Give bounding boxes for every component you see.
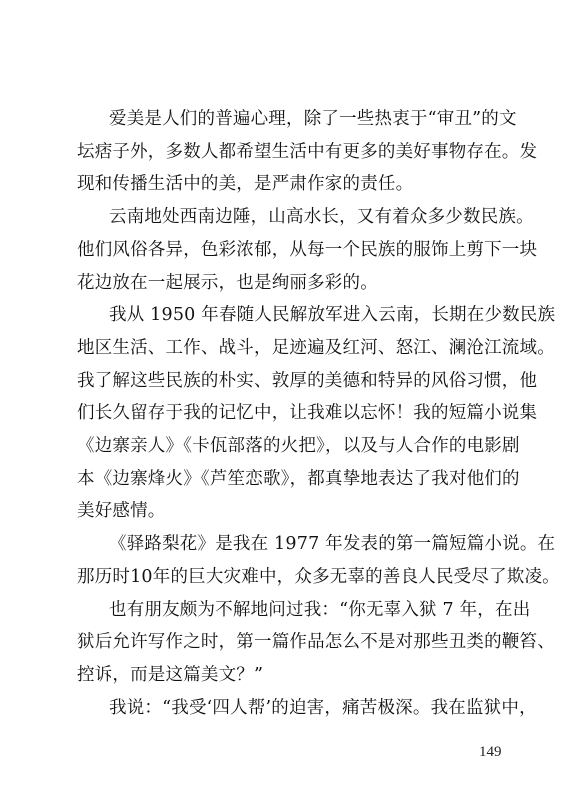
text-line: 地区生活、工作、战斗，足迹遍及红河、怒江、澜沧江流域。 bbox=[77, 338, 555, 358]
text-line: 那历时10年的巨大灾难中，众多无辜的善良人民受尽了欺凌。 bbox=[77, 567, 560, 587]
text-line: 美好感情。 bbox=[77, 501, 166, 521]
text-line: 控诉，而是这篇美文？” bbox=[77, 665, 264, 685]
text-line: 也有朋友颇为不解地问过我：“你无辜入狱 7 年，在出 bbox=[109, 600, 531, 620]
text-line: 坛痞子外，多数人都希望生活中有更多的美好事物存在。发 bbox=[77, 142, 538, 162]
text-line: 本《边寨烽火》《芦笙恋歌》，都真挚地表达了我对他们的 bbox=[77, 469, 520, 489]
text-line: 我从 1950 年春随人民解放军进入云南，长期在少数民族 bbox=[109, 305, 556, 325]
text-line: 现和传播生活中的美，是严肃作家的责任。 bbox=[77, 174, 414, 194]
text-line: 花边放在一起展示，也是绚丽多彩的。 bbox=[77, 273, 378, 293]
text-line: 爱美是人们的普遍心理，除了一些热衷于“审丑”的文 bbox=[109, 109, 517, 129]
text-line: 他们风俗各异，色彩浓郁，从每一个民族的服饰上剪下一块 bbox=[77, 240, 538, 260]
text-line: 我说：“我受‘四人帮’的迫害，痛苦极深。我在监狱中， bbox=[109, 698, 537, 718]
page-number: 149 bbox=[479, 744, 502, 760]
text-line: 云南地处西南边陲，山高水长，又有着众多少数民族。 bbox=[109, 207, 534, 227]
text-line: 我了解这些民族的朴实、敦厚的美德和特异的风俗习惯，他 bbox=[77, 371, 538, 391]
text-line: 《边寨亲人》《卡佤部落的火把》，以及与人合作的电影剧 bbox=[77, 436, 520, 456]
text-line: 狱后允许写作之时，第一篇作品怎么不是对那些丑类的鞭笞、 bbox=[77, 632, 555, 652]
text-line: 们长久留存于我的记忆中，让我难以忘怀！我的短篇小说集 bbox=[77, 403, 538, 423]
text-line: 《驿路梨花》是我在 1977 年发表的第一篇短篇小说。在 bbox=[109, 534, 556, 554]
